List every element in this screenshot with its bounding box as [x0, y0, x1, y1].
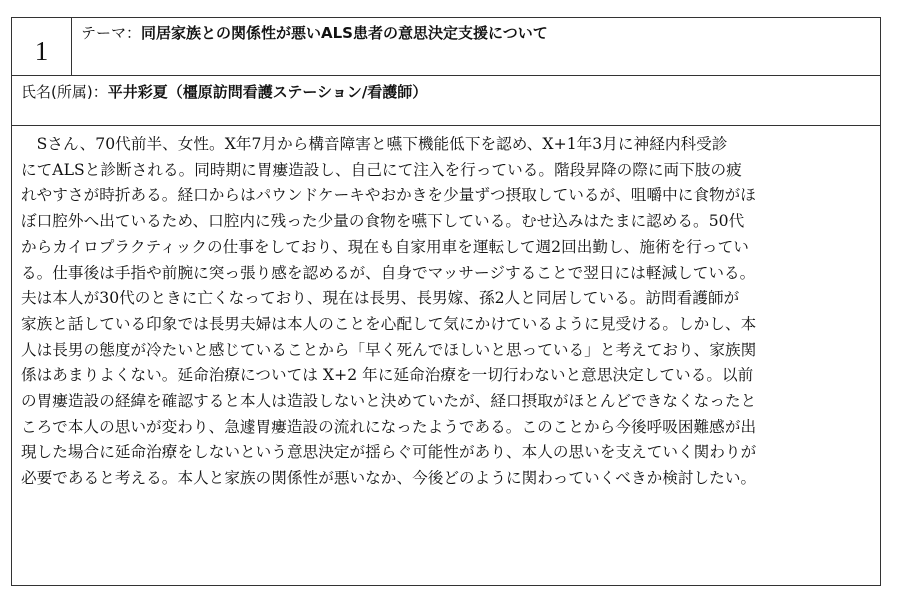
body-line-2: にてALSと診断される。同時期に胃瘻造設し、自己にて注入を行っている。階段昇降の際に両下肢の疲 — [21, 160, 742, 179]
body-line-5: からカイロプラクティックの仕事をしており、現在も自家用車を運転して週2回出勤し、施術を行ってい — [21, 237, 749, 256]
theme-label: テーマ： — [81, 24, 142, 42]
theme-cell — [72, 18, 880, 75]
author-row — [12, 76, 880, 126]
author-name-affiliation: 平井彩夏（橿原訪問看護ステーション/看護師） — [107, 83, 428, 101]
author-label: 氏名(所属)： — [21, 83, 108, 101]
body-line-7: 夫は本人が30代のときに亡くなっており、現在は長男、長男嫁、孫2人と同居している。訪問看護師が — [21, 289, 740, 308]
theme-row — [12, 18, 880, 76]
body-line-6: る。仕事後は手指や前腕に突っ張り感を認めるが、自身でマッサージすることで翌日には軽減している。 — [21, 263, 756, 282]
body-line-14: 必要であると考える。本人と家族の関係性が悪いなか、今後どのように関わっていくべきか検討したい。 — [21, 469, 757, 488]
body-line-11: の胃瘻造設の経緯を確認すると本人は造設しないと決めていたが、経口摂取がほとんどできなくなったと — [21, 392, 757, 411]
body-line-12: ころで本人の思いが変わり、急遽胃瘻造設の流れになったようである。このことから今後呼吸困難感が出 — [21, 417, 757, 436]
abstract-form — [11, 17, 881, 586]
theme-title: 同居家族との関係性が悪いALS患者の意思決定支援について — [141, 24, 548, 42]
body-line-9: 人は長男の態度が冷たいと感じていることから「早く死んでほしいと思っている」と考えており、家族関 — [21, 340, 757, 359]
entry-number: 1 — [12, 18, 72, 75]
body-line-4: ぼ口腔外へ出ているため、口腔内に残った少量の食物を嚥下している。むせ込みはたまに認める。50代 — [21, 212, 745, 231]
body-line-10: 係はあまりよくない。延命治療については X+2 年に延命治療を一切行わないと意思決定している。以前 — [21, 366, 754, 385]
body-line-13: 現した場合に延命治療をしないという意思決定が揺らぐ可能性があり、本人の思いを支えていく関わりが — [21, 443, 757, 462]
body-line-8: 家族と話している印象では長男夫婦は本人のことを心配して気にかけているように見受ける。しかし、本 — [21, 314, 757, 333]
body-line-1: Sさん、70代前半、女性。X年7月から構音障害と嚥下機能低下を認め、X+1年3月に神経内科受診 — [21, 135, 728, 153]
body-line-3: れやすさが時折ある。経口からはパウンドケーキやおかきを少量ずつ摂取しているが、咀嚼中に食物がほ — [21, 186, 756, 205]
case-description — [12, 126, 880, 585]
